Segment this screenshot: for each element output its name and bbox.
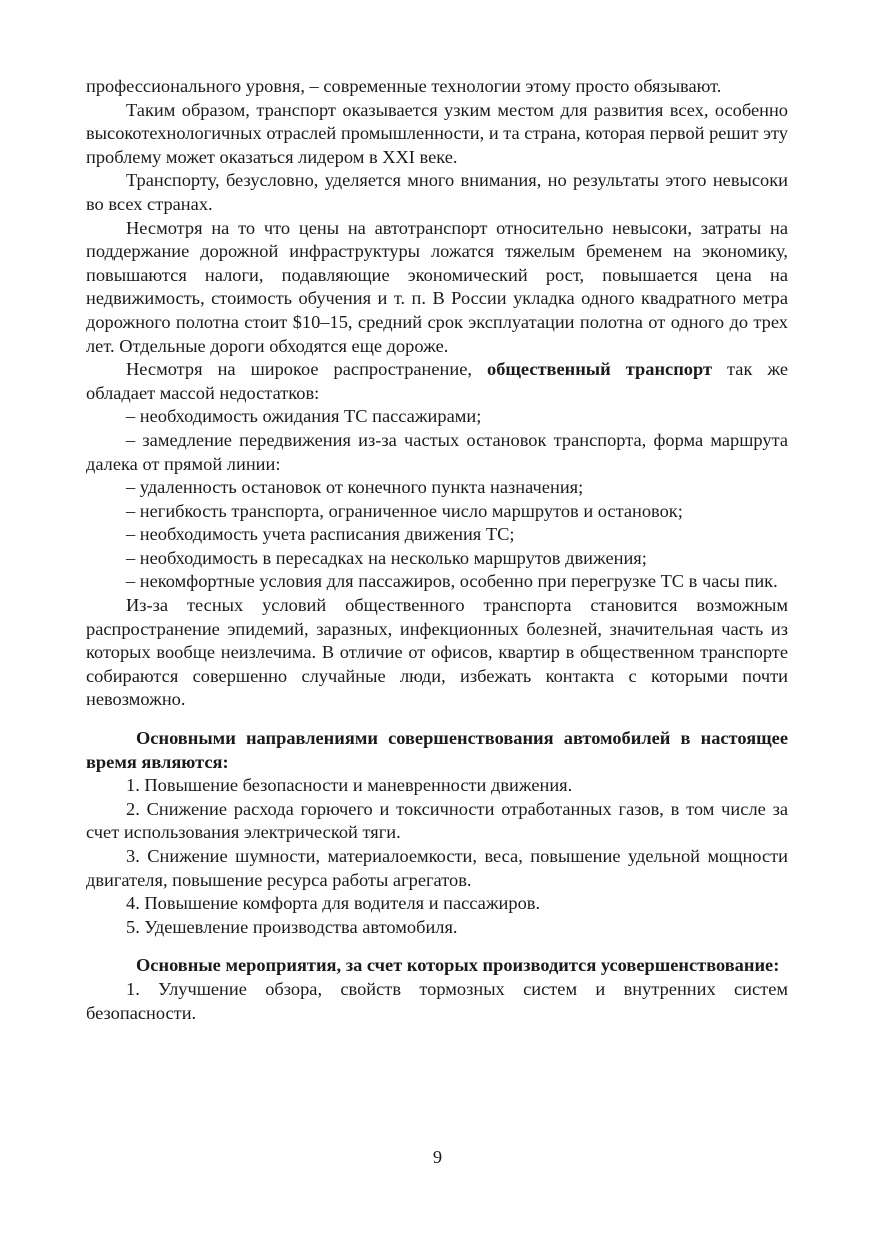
paragraph-text: так же обладает массой недостатков: (86, 359, 789, 403)
numbered-item: 3. Снижение шумности, материалоемкости, веса, повышение удельной мощности двигателя, повышение ресурса работы агрегатов. (86, 846, 788, 890)
emphasis-public-transport: общественный транспорт (487, 359, 713, 380)
paragraph: Таким образом, транспорт оказывается узким местом для развития всех, особенно высокотехнологичных отраслей промышленности, и та страна, которая первой решит эту проблему может оказаться лидером в XXI веке. (86, 99, 788, 167)
list-item: – необходимость учета расписания движения ТС; (126, 524, 515, 545)
numbered-item: 1. Повышение безопасности и маневренности движения. (126, 775, 573, 796)
numbered-item: 2. Снижение расхода горючего и токсичности отработанных газов, в том числе за счет использования электрической тяги. (86, 798, 788, 843)
paragraph-public-transport (86, 358, 788, 405)
list-item: – негибкость транспорта, ограниченное число маршрутов и остановок; (126, 500, 683, 521)
paragraph-text: Несмотря на широкое распространение, (126, 359, 488, 380)
section-heading: Основные мероприятия, за счет которых производится усовершенствование: (136, 955, 780, 976)
page-body (86, 75, 788, 1025)
paragraph: Несмотря на то что цены на автотранспорт относительно невысоки, затраты на поддержание дорожной инфраструктуры ложатся тяжелым бременем на экономику, повышаются налоги, подавляющие экономический рост, повышается цена на недвижимость, стоимость обучения и т. п. В России укладка одного квадратного метра дорожного полотна стоит $10–15, средний срок эксплуатации полотна от одного до трех лет. Отдельные дороги обходятся еще дороже. (86, 217, 788, 356)
paragraph: Из-за тесных условий общественного транспорта становится возможным распространение эпидемий, заразных, инфекционных болезней, значительная часть из которых вообще неизлечима. В отличие от офисов, квартир в общественном транспорте собираются совершенно случайные люди, избежать контакта с которыми почти невозможно. (86, 595, 788, 710)
section-heading: Основными направлениями совершенствования автомобилей в настоящее время являются: (86, 728, 788, 772)
page-number: 9 (432, 1147, 443, 1167)
paragraph: Транспорту, безусловно, уделяется много внимания, но результаты этого невысоки во всех странах. (86, 170, 788, 214)
paragraph: профессионального уровня, – современные технологии этому просто обязывают. (86, 76, 722, 96)
numbered-item: 5. Удешевление производства автомобиля. (126, 916, 458, 937)
section-spacer (86, 712, 788, 727)
list-item: – необходимость в пересадках на несколько маршрутов движения; (126, 547, 647, 568)
list-item: – некомфортные условия для пассажиров, особенно при перегрузке ТС в часы пик. (126, 571, 778, 592)
section-spacer (86, 939, 788, 954)
list-item: – необходимость ожидания ТС пассажирами; (126, 406, 482, 427)
list-item: – замедление передвижения из-за частых остановок транспорта, форма маршрута далека от прямой линии: (86, 429, 788, 474)
list-item: – удаленность остановок от конечного пункта назначения; (126, 477, 584, 498)
numbered-item: 1. Улучшение обзора, свойств тормозных систем и внутренних систем безопасности. (86, 978, 788, 1023)
numbered-item: 4. Повышение комфорта для водителя и пассажиров. (126, 893, 541, 914)
